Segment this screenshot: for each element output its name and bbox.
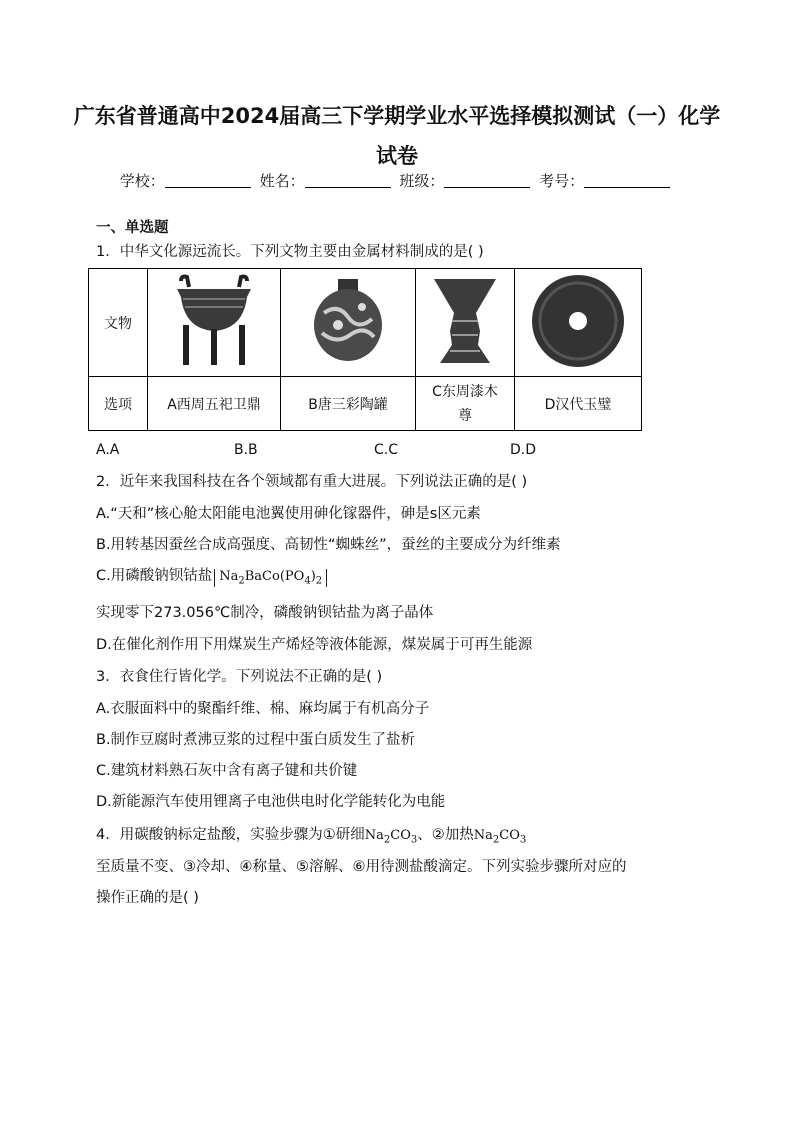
option-cell-b: B唐三彩陶罐 xyxy=(281,377,416,431)
section-heading: 一、单选题 xyxy=(96,220,169,236)
number-field[interactable] xyxy=(584,173,670,188)
q4-stem-line2: 至质量不变、③冷却、④称量、⑤溶解、⑥用待测盐酸滴定。下列实验步骤所对应的 xyxy=(96,859,627,875)
row-label-option: 选项 xyxy=(89,377,148,431)
q4-formula-2: $Na_2CO_3$ xyxy=(473,828,527,846)
q2-option-a[interactable]: A.“天和”核心舱太阳能电池翼使用砷化镓器件，砷是s区元素 xyxy=(96,506,481,522)
q1-option-c[interactable]: C.C xyxy=(374,442,399,458)
bronze-ding-icon xyxy=(169,273,259,369)
relic-image-d xyxy=(515,269,642,377)
page-title xyxy=(60,96,734,176)
q4-stem-line1 xyxy=(96,823,526,846)
number-label: 考号： xyxy=(539,172,585,190)
option-cell-c xyxy=(416,377,515,431)
relic-image-b xyxy=(281,269,416,377)
title-line-2: 试卷 xyxy=(376,144,418,168)
name-label: 姓名： xyxy=(259,172,305,190)
row-label-relic: 文物 xyxy=(89,269,148,377)
q4-formula-1: $Na_2CO_3$ xyxy=(364,828,418,846)
q2-stem: 2．近年来我国科技在各个领域都有重大进展。下列说法正确的是( ) xyxy=(96,474,528,490)
relic-image-a xyxy=(148,269,281,377)
q3-stem: 3．衣食住行皆化学。下列说法不正确的是( ) xyxy=(96,669,383,685)
option-cell-c-line2: 尊 xyxy=(458,407,472,424)
pottery-jar-icon xyxy=(308,273,388,369)
q2-option-c-prefix: C.用磷酸钠钡钴盐 xyxy=(96,568,213,584)
q1-option-d[interactable]: D.D xyxy=(510,442,537,458)
school-field[interactable] xyxy=(165,173,251,188)
q4-stem-prefix: 4．用碳酸钠标定盐酸，实验步骤为①研细 xyxy=(96,827,365,843)
q2-chemical-formula: $Na_2BaCo(PO_4)_2$ xyxy=(214,569,327,587)
q3-option-a[interactable]: A.衣服面料中的聚酯纤维、棉、麻均属于有机高分子 xyxy=(96,701,430,717)
jade-bi-icon xyxy=(530,273,626,369)
class-label: 班级： xyxy=(399,172,445,190)
q2-option-b[interactable]: B.用转基因蚕丝合成高强度、高韧性“蜘蛛丝”，蚕丝的主要成分为纤维素 xyxy=(96,537,561,553)
option-cell-c-line1: C东周漆木 xyxy=(432,383,498,400)
title-line-1: 广东省普通高中2024届高三下学期学业水平选择模拟测试（一）化学 xyxy=(73,104,721,128)
q4-stem-line3: 操作正确的是( ) xyxy=(96,890,199,906)
option-cell-d: D汉代玉璧 xyxy=(515,377,642,431)
q1-stem: 1．中华文化源远流长。下列文物主要由金属材料制成的是( ) xyxy=(96,244,484,260)
q3-option-c[interactable]: C.建筑材料熟石灰中含有离子键和共价键 xyxy=(96,763,358,779)
q3-option-d[interactable]: D.新能源汽车使用锂离子电池供电时化学能转化为电能 xyxy=(96,794,446,810)
relics-table xyxy=(88,268,642,431)
q2-option-c[interactable] xyxy=(96,564,327,587)
student-info-row xyxy=(0,170,794,191)
q4-stem-mid: 、②加热 xyxy=(417,827,474,843)
class-field[interactable] xyxy=(444,173,530,188)
q1-option-b[interactable]: B.B xyxy=(234,442,258,458)
option-cell-a: A西周五祀卫鼎 xyxy=(148,377,281,431)
lacquer-zun-icon xyxy=(430,273,500,369)
name-field[interactable] xyxy=(305,173,391,188)
q3-option-b[interactable]: B.制作豆腐时煮沸豆浆的过程中蛋白质发生了盐析 xyxy=(96,732,416,748)
q2-option-c-continued: 实现零下273.056℃制冷，磷酸钠钡钴盐为离子晶体 xyxy=(96,605,434,621)
q2-option-d[interactable]: D.在催化剂作用下用煤炭生产烯烃等液体能源，煤炭属于可再生能源 xyxy=(96,637,533,653)
relic-image-c xyxy=(416,269,515,377)
school-label: 学校： xyxy=(119,172,165,190)
q1-option-a[interactable]: A.A xyxy=(96,442,120,458)
